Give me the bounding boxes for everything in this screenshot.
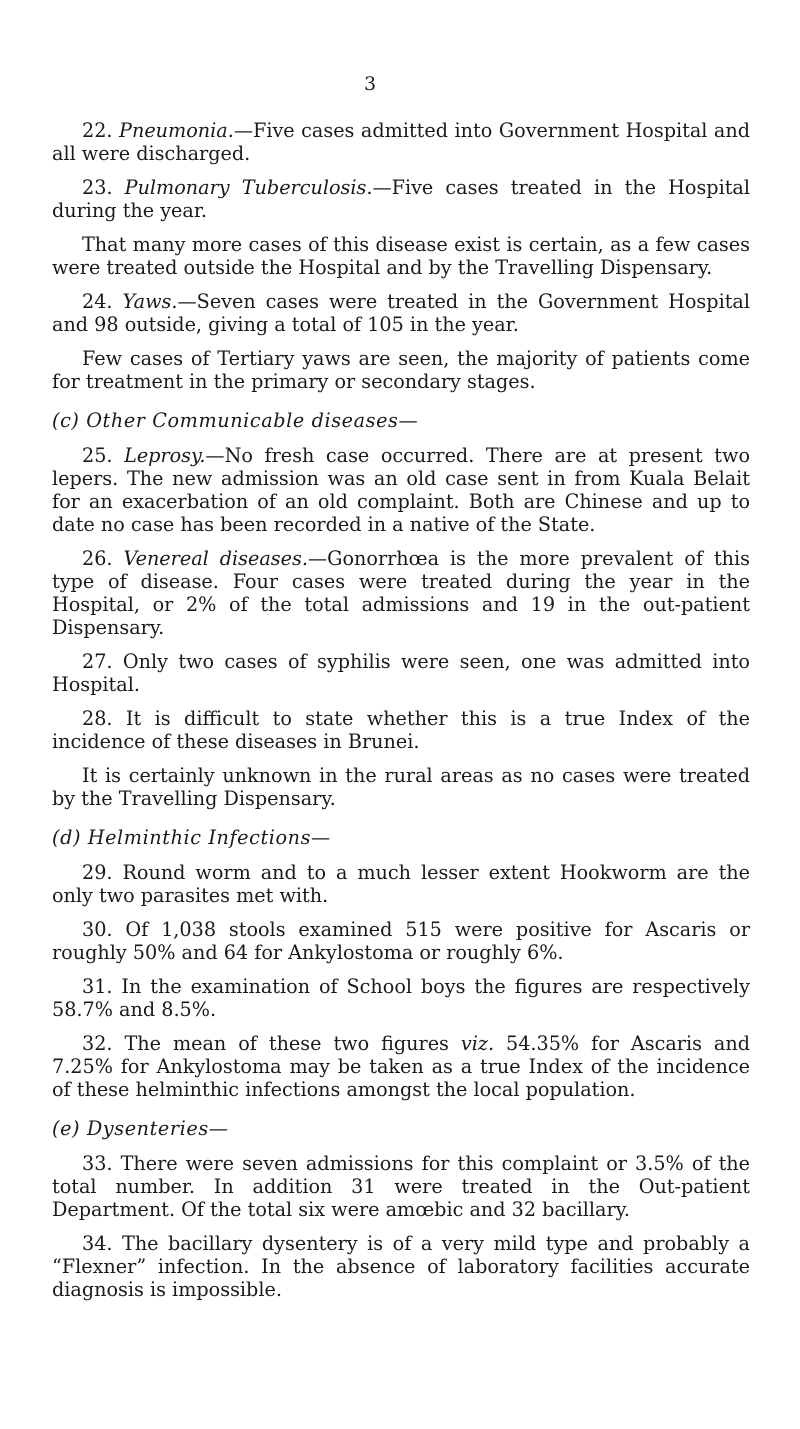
paragraph-32 (52, 1032, 750, 1101)
paragraph-number: 22. (82, 119, 113, 142)
paragraph-viz: viz. (460, 1032, 495, 1055)
paragraph-term: Venereal diseases. (123, 547, 308, 570)
section-heading-c: (c) Other Communicable diseases— (52, 409, 419, 432)
paragraph-term: Pneumonia. (119, 119, 234, 142)
paragraph-term: Yaws. (122, 290, 178, 313)
paragraph-22 (52, 119, 750, 165)
document-body (52, 119, 750, 1312)
page-number: 3 (363, 73, 377, 95)
paragraph-31: 31. In the examination of School boys the figures are respectively 58.7% and 8.5%. (52, 975, 750, 1021)
paragraph-27: 27. Only two cases of syphilis were seen, one was admitted into Hospital. (52, 650, 750, 696)
paragraph-number: 23. (82, 176, 113, 199)
section-heading-d: (d) Helminthic Infections— (52, 826, 331, 849)
paragraph-30: 30. Of 1,038 stools examined 515 were positive for Ascaris or roughly 50% and 64 for Ankylostoma or roughly 6%. (52, 918, 750, 964)
paragraph-33: 33. There were seven admissions for this complaint or 3.5% of the total number. In addition 31 were treated in the Out-patient Department. Of the total six were amœbic and 32 bacillary. (52, 1152, 750, 1221)
paragraph-29: 29. Round worm and to a much lesser extent Hookworm are the only two parasites met with. (52, 861, 750, 907)
paragraph-number: 25. (82, 444, 113, 467)
paragraph-25 (52, 444, 750, 536)
paragraph-text: —Gonorrhœa is the more prevalent of this type of disease. Four cases were treated during the year in the Hospital, or 2% of the total admissions and 19 in the out-patient Dispensary. (52, 547, 750, 639)
paragraph-number: 26. (82, 547, 113, 570)
paragraph-text: —Five cases treated in the Hospital during the year. (52, 176, 750, 222)
paragraph-text: —Seven cases were treated in the Government Hospital and 98 outside, giving a total of 105 in the year. (52, 290, 750, 336)
paragraph-28-continued: It is certainly unknown in the rural areas as no cases were treated by the Travelling Dispensary. (52, 764, 750, 810)
paragraph-number: 24. (82, 290, 113, 313)
paragraph-28: 28. It is difficult to state whether this is a true Index of the incidence of these diseases in Brunei. (52, 707, 750, 753)
paragraph-23 (52, 176, 750, 222)
paragraph-23-continued: That many more cases of this disease exist is certain, as a few cases were treated outside the Hospital and by the Travelling Dispensary. (52, 233, 750, 279)
paragraph-26 (52, 547, 750, 639)
section-heading-e: (e) Dysenteries— (52, 1117, 229, 1140)
paragraph-24-continued: Few cases of Tertiary yaws are seen, the majority of patients come for treatment in the primary or secondary stages. (52, 347, 750, 393)
paragraph-24 (52, 290, 750, 336)
paragraph-term: Pulmonary Tuberculosis. (124, 176, 373, 199)
paragraph-term: Leprosy. (124, 444, 206, 467)
paragraph-text-start: 32. The mean of these two figures (82, 1032, 461, 1055)
paragraph-text: —Five cases admitted into Government Hospital and all were discharged. (52, 119, 750, 165)
paragraph-34: 34. The bacillary dysentery is of a very mild type and probably a “Flexner” infection. In the absence of laboratory facilities accurate diagnosis is impossible. (52, 1232, 750, 1301)
paragraph-text: —No fresh case occurred. There are at present two lepers. The new admission was an old case sent in from Kuala Belait for an exacerbation of an old complaint. Both are Chinese and up to date no case has been recorded in a native of the State. (52, 444, 750, 536)
paragraph-text-end: 54.35% for Ascaris and 7.25% for Ankylostoma may be taken as a true Index of the incidence of these helminthic infections amongst the local population. (52, 1032, 750, 1101)
